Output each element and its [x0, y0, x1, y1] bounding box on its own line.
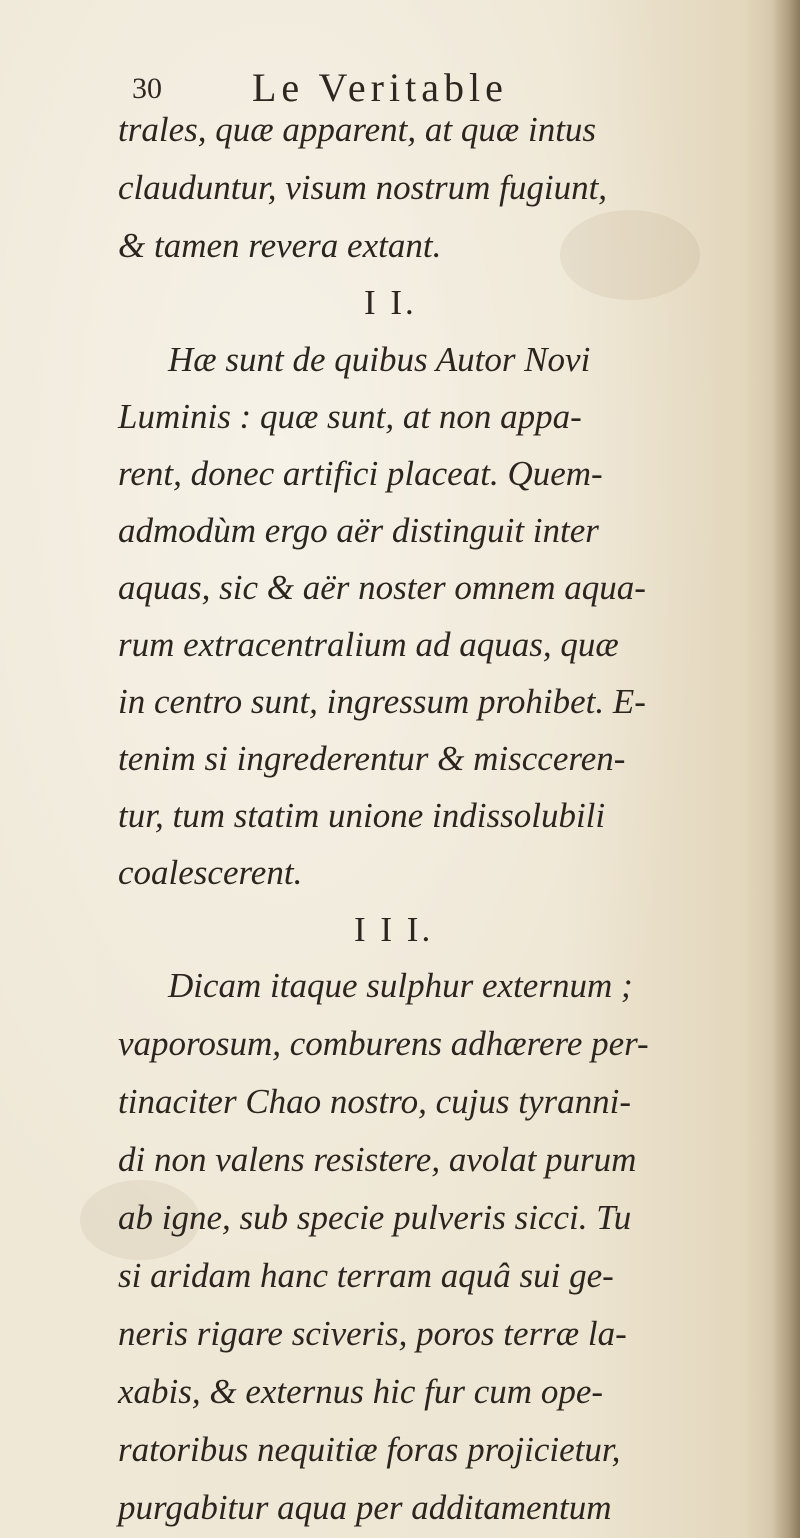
text-line: aquas, sic & aër noster omnem aqua- [118, 568, 646, 607]
text-line: vaporosum, comburens adhærere per- [118, 1024, 649, 1063]
paper-stain [560, 210, 700, 300]
section-numeral: I I I. [354, 910, 434, 949]
text-line: rum extracentralium ad aquas, quæ [118, 625, 619, 664]
text-line: ab igne, sub specie pulveris sicci. Tu [118, 1198, 632, 1237]
text-line: tenim si ingrederentur & miscceren- [118, 739, 626, 778]
text-line: in centro sunt, ingressum prohibet. E- [118, 682, 646, 721]
page-number: 30 [132, 72, 162, 105]
text-line: Hæ sunt de quibus Autor Novi [168, 340, 591, 379]
section-numeral: I I. [364, 283, 417, 322]
text-line: ratoribus nequitiæ foras projicietur, [118, 1430, 621, 1469]
text-line: neris rigare sciveris, poros terræ la- [118, 1314, 627, 1353]
text-line: admodùm ergo aër distinguit inter [118, 511, 599, 550]
text-line: purgabitur aqua per additamentum [118, 1488, 612, 1527]
text-line: si aridam hanc terram aquâ sui ge- [118, 1256, 614, 1295]
page-edge-shadow [772, 0, 800, 1538]
running-title: Le Veritable [252, 65, 508, 110]
text-line: coalescerent. [118, 853, 303, 892]
text-line: Luminis : quæ sunt, at non appa- [118, 397, 582, 436]
text-line: di non valens resistere, avolat purum [118, 1140, 637, 1179]
text-line: xabis, & externus hic fur cum ope- [118, 1372, 604, 1411]
text-line: clauduntur, visum nostrum fugiunt, [118, 168, 608, 207]
text-line: trales, quæ apparent, at quæ intus [118, 110, 597, 149]
text-line: tinaciter Chao nostro, cujus tyranni- [118, 1082, 631, 1121]
text-line: & tamen revera extant. [118, 226, 442, 265]
text-line: rent, donec artifici placeat. Quem- [118, 454, 603, 493]
text-line: tur, tum statim unione indissolubili [118, 796, 606, 835]
text-line: Dicam itaque sulphur externum ; [168, 966, 633, 1005]
